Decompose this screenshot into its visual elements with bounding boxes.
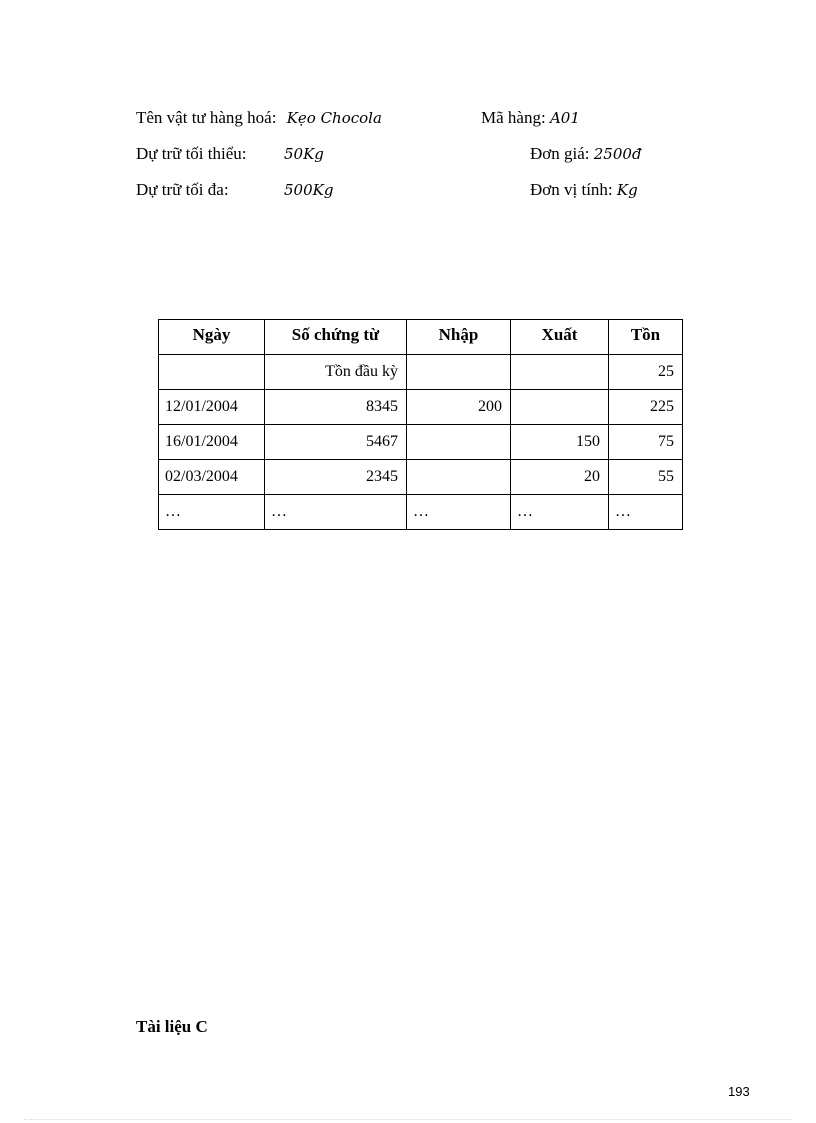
table-row — [159, 355, 683, 390]
cell-voucher: 2345 — [265, 460, 407, 495]
cell-balance: 25 — [609, 355, 683, 390]
item-name-value: Kẹo Chocola — [286, 109, 382, 127]
cell-export: … — [511, 495, 609, 530]
stock-ledger-table — [158, 319, 683, 530]
unit-value: Kg — [616, 181, 638, 199]
min-reserve-line — [136, 144, 247, 164]
cell-date: 02/03/2004 — [159, 460, 265, 495]
cell-import — [407, 355, 511, 390]
cell-balance: 55 — [609, 460, 683, 495]
max-reserve-value: 500Kg — [284, 181, 334, 199]
min-reserve-value: 50Kg — [284, 145, 324, 163]
item-code-line — [481, 108, 580, 128]
cell-voucher: 5467 — [265, 425, 407, 460]
item-name-line — [136, 108, 382, 128]
column-header-voucher: Số chứng từ — [265, 320, 407, 355]
unit-line — [530, 180, 638, 200]
cell-balance: … — [609, 495, 683, 530]
max-reserve-line — [136, 180, 229, 200]
item-code-label: Mã hàng: — [481, 108, 546, 127]
cell-import — [407, 460, 511, 495]
table-row — [159, 390, 683, 425]
min-reserve-value-wrap — [284, 144, 324, 164]
section-heading: Tài liệu C — [136, 1017, 208, 1036]
cell-date: … — [159, 495, 265, 530]
cell-balance: 225 — [609, 390, 683, 425]
cell-import: 200 — [407, 390, 511, 425]
cell-voucher: 8345 — [265, 390, 407, 425]
cell-export — [511, 355, 609, 390]
cell-date: 12/01/2004 — [159, 390, 265, 425]
cell-export: 20 — [511, 460, 609, 495]
min-reserve-label: Dự trữ tối thiểu: — [136, 144, 247, 163]
max-reserve-value-wrap — [284, 180, 333, 200]
unit-price-value: 2500đ — [593, 145, 642, 163]
cell-voucher: … — [265, 495, 407, 530]
max-reserve-label: Dự trữ tối đa: — [136, 180, 229, 199]
unit-price-line — [530, 144, 642, 164]
table-row — [159, 460, 683, 495]
cell-import — [407, 425, 511, 460]
item-code-value: A01 — [549, 109, 580, 127]
unit-label: Đơn vị tính: — [530, 180, 613, 199]
column-header-export: Xuất — [511, 320, 609, 355]
table-header-row — [159, 320, 683, 355]
cell-export — [511, 390, 609, 425]
page-number: 193 — [728, 1084, 750, 1099]
item-name-label: Tên vật tư hàng hoá: — [136, 108, 277, 127]
column-header-import: Nhập — [407, 320, 511, 355]
column-header-balance: Tồn — [609, 320, 683, 355]
cell-date — [159, 355, 265, 390]
cell-voucher: Tồn đầu kỳ — [265, 355, 407, 390]
table-row — [159, 425, 683, 460]
column-header-date: Ngày — [159, 320, 265, 355]
table-row — [159, 495, 683, 530]
cell-date: 16/01/2004 — [159, 425, 265, 460]
cell-balance: 75 — [609, 425, 683, 460]
cell-export: 150 — [511, 425, 609, 460]
unit-price-label: Đơn giá: — [530, 144, 590, 163]
footer-divider — [24, 1119, 792, 1120]
cell-import: … — [407, 495, 511, 530]
